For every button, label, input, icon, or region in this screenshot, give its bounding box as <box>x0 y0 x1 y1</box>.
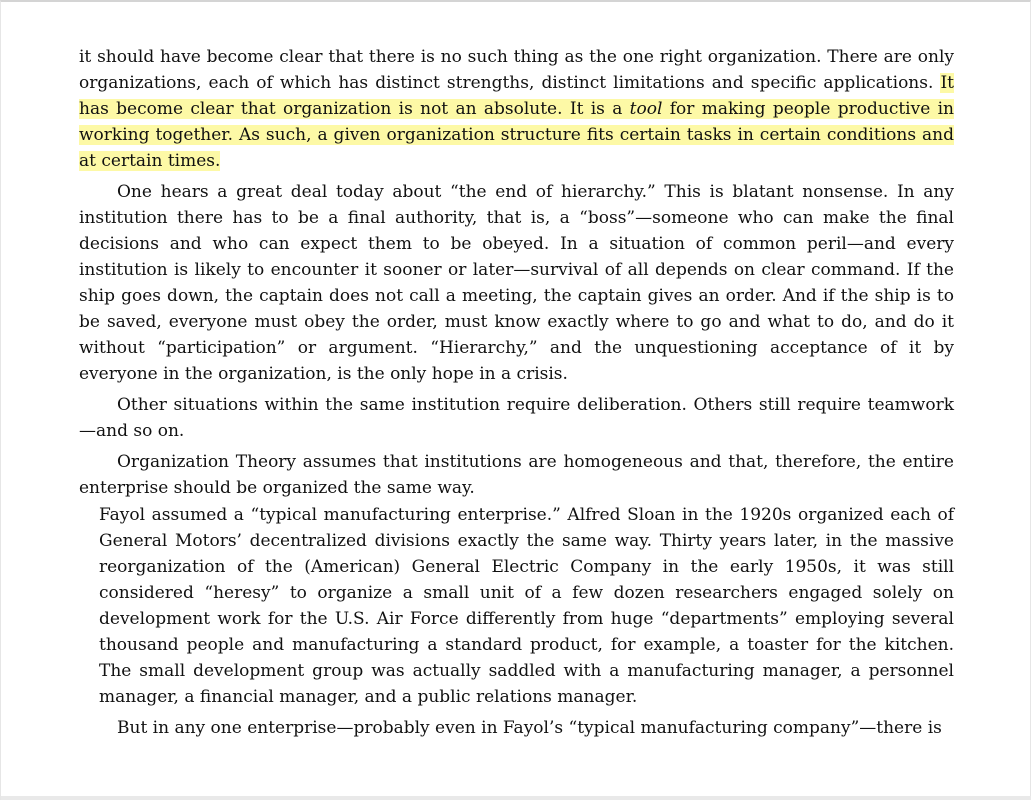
paragraph-1[interactable] <box>79 44 954 174</box>
paragraph-2[interactable]: One hears a great deal today about “the end of hierarchy.” This is blatant nonsense. In any institution there has to be a final authority, that is, a “boss”—someone who can make the final decisions and who can expect them to be obeyed. In a situation of common peril—and every institution is likely to encounter it sooner or later—survival of all depends on clear command. If the ship goes down, the captain does not call a meeting, the captain gives an order. And if the ship is to be saved, everyone must obey the order, must know exactly where to go and what to do, and do it without “participation” or argument. “Hierarchy,” and the unquestioning acceptance of it by everyone in the organization, is the only hope in a crisis. <box>79 182 954 384</box>
paragraph-4[interactable]: Organization Theory assumes that institutions are homogeneous and that, therefore, the entire enterprise should be organized the same way. <box>79 452 954 498</box>
emphasized-word: tool <box>629 99 663 119</box>
highlight-text-b: for making people productive in working together. As such, a given organization structure fits certain tasks in certain conditions and at certain times. <box>79 99 954 171</box>
paragraph-3[interactable]: Other situations within the same institution require deliberation. Others still require teamwork—and so on. <box>79 395 954 441</box>
paragraph-6[interactable]: But in any one enterprise—probably even in Fayol’s “typical manufacturing company”—there is <box>117 718 942 738</box>
page-text[interactable] <box>79 44 954 741</box>
highlight-text-a: It has become clear that organization is not an absolute. It is a <box>79 73 954 119</box>
paragraph-5[interactable]: Fayol assumed a “typical manufacturing enterprise.” Alfred Sloan in the 1920s organized each of General Motors’ decentralized divisions exactly the same way. Thirty years later, in the massive reorganization of the (American) General Electric Company in the early 1950s, it was still considered “heresy” to organize a small unit of a few dozen researchers engaged solely on development work for the U.S. Air Force differently from huge “departments” employing several thousand people and manufacturing a standard product, for example, a toaster for the kitchen. The small development group was actually saddled with a manufacturing manager, a personnel manager, a financial manager, and a public relations manager. <box>99 505 954 707</box>
page-bottom-edge <box>1 796 1031 800</box>
paragraph-1-text: it should have become clear that there is no such thing as the one right organization. There are only organizations, each of which has distinct strengths, distinct limitations and specific applications. <box>79 47 954 93</box>
